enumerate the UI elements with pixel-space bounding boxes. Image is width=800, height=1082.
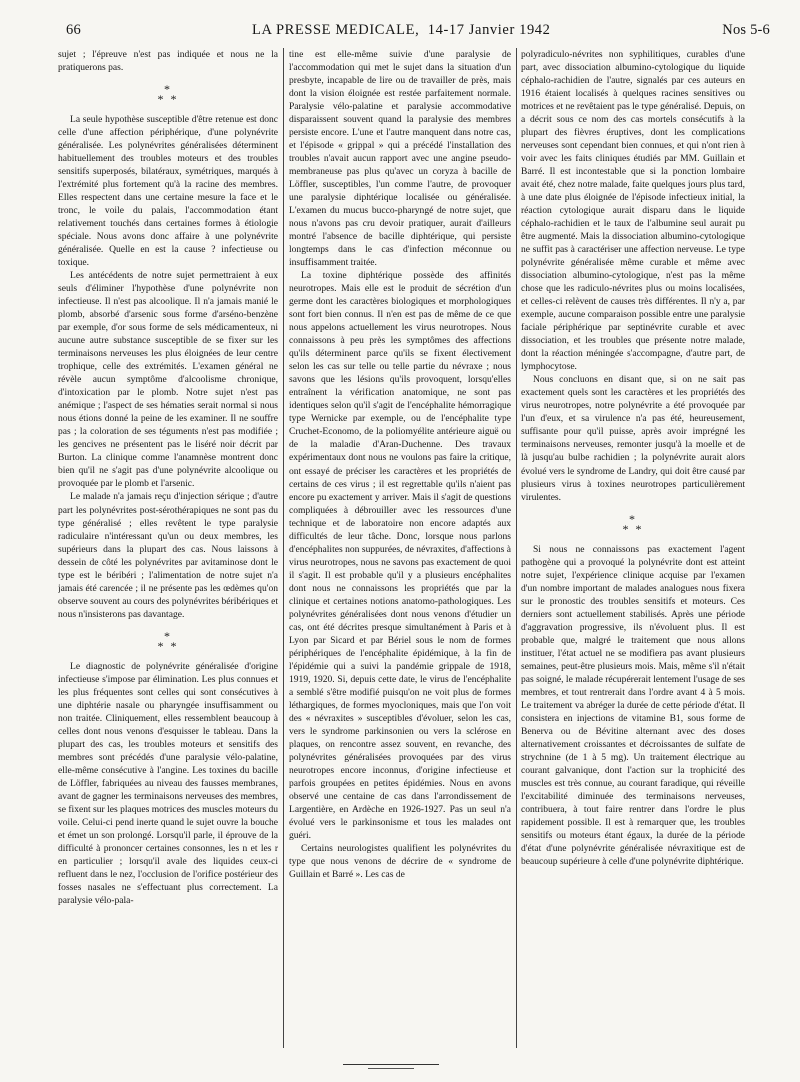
column-divider (283, 48, 284, 1048)
page-header (58, 22, 770, 44)
paragraph: Certains neurologistes qualifient les polynévrites du type que nous venons de décrire de « syndrome de Guillain et Barré ». Les cas de (289, 842, 511, 880)
column-2 (289, 48, 511, 1058)
paragraph: La seule hypothèse susceptible d'être retenue est donc celle d'une affection périphérique, d'une polynévrite généralisée. Les polynévrites généralisées déterminent habituellement des troubles moteurs et des troubles sensitifs superposés, bilatéraux, symétriques, marqués à l'extrémité plus fortement qu'à la racine des membres. Elles respectent dans une certaine mesure la face et le tronc, le voile du palais, l'accommodation étant relativement touchés dans certaines formes à étiologie spéciale. Nous avons donc affaire à une polynévrite généralisée. Quelle en est la cause ? infectieuse ou toxique. (58, 114, 278, 269)
section-separator: * * * (157, 628, 179, 653)
paragraph: Les antécédents de notre sujet permettraient à eux seuls d'éliminer l'hypothèse d'une polynévrite non infectieuse. Il n'est pas alcoolique. Il n'a jamais manié le plomb, absorbé d'arsenic sous forme d'arséno-benzène par exemple, d'or sous forme de sels médicamenteux, ni aucune autre substance susceptible de se fixer sur les terminaisons nerveuses les plus éloignées de leur centre trophique, celle des extrémités. L'examen général ne révèle aucun symptôme d'alcoolisme chronique, d'intoxication par le plomb. Notre sujet n'est pas anémique ; l'aspect de ses hématies serait normal si nous nous étions donné la peine de les examiner. Il ne souffre pas ; la coloration de ses téguments n'est pas modifiée ; les gencives ne présentent pas le liséré noir décrit par Burton. La clinique comme l'anamnèse montrent donc bien qu'il ne s'agit pas d'une polynévrite alcoolique ou provoquée par le plomb et l'arsenic. (58, 270, 278, 490)
column-divider (516, 48, 517, 1048)
page-number: 66 (66, 22, 81, 38)
paragraph: tine est elle-même suivie d'une paralysie de l'accommodation qui met le sujet dans la situation d'un presbyte, incapable de lire ou de travailler de près, mais dont la vision éloignée est restée parfaitement normale. Paralysie vélo-palatine et paralysie accommodative disparaissent souvent quand la paralysie des membres persiste encore. L'une et l'autre manquent dans notre cas, et l'épisode « grippal » qui a précédé l'installation des troubles n'avait aucun rapport avec une angine pseudo-membraneuse pas plus qu'avec un coryza à bacille de Löffler, susceptibles, l'un comme l'autre, de provoquer une paralysie diphtérique localisée ou généralisée. L'examen du mucus bucco-pharyngé de notre sujet, que nous n'avons pas cru devoir pratiquer, aurait d'ailleurs montré l'absence de bacille diphtérique, qui persiste longtemps dans le cas d'infection méconnue ou insuffisamment traitée. (289, 49, 511, 269)
column-3 (521, 48, 745, 1058)
column-1 (58, 48, 278, 1058)
section-separator: * * * (157, 82, 179, 107)
paragraph: polyradiculo-névrites non syphilitiques, curables d'une part, avec dissociation albumino-cytologique du liquide céphalo-rachidien de l'autre, signalés par ces auteurs en 1916 étaient localisés à quelques racines sensitives ou motrices et ne revêtaient pas le type généralisé. Depuis, on a décrit sous ce nom des cas mortels consécutifs à la plupart des fièvres éruptives, dont les complications nerveuses sont cependant bien connues, et qui n'ont rien à voir avec les faits cliniques étudiés par MM. Guillain et Barré. Il est incontestable que si la ponction lombaire avait été, chez notre malade, faite quelques jours plus tard, à une date plus éloignée de l'épisode infectieux initial, la réaction cytologique aurait disparu dans le liquide céphalo-rachidien et le taux de l'albumine seul aurait pu être augmenté. Mais la dissociation albumino-cytologique ne suffit pas à caractériser une affection nerveuse. Le type polynévrite généralisée même curable et même avec dissociation albumino-cytologique, n'est pas la même chose que les radiculo-névrites plus ou moins localisées, et celles-ci relèvent de causes très différentes. Il n'y a, par exemple, aucune comparaison possible entre une paralysie faciale périphérique par septinévrite curable et avec dissociation, et les troubles que présente notre malade, dont la réaction méningée s'accompagne, d'autre part, de lymphocytose. (521, 49, 745, 373)
journal-name: LA PRESSE MEDICALE, (252, 22, 420, 38)
issue-number: Nos 5-6 (722, 22, 770, 38)
section-separator: * * * (622, 511, 644, 536)
paragraph: Nous concluons en disant que, si on ne sait pas exactement quels sont les caractères et les propriétés des virus neurotropes, notre polynévrite a été provoquée par l'un d'eux, et sa virulence n'a pas été, heureusement, suffisante pour qu'il puisse, après avoir imprégné les terminaisons nerveuses, remonter jusqu'à la moelle et de là jusqu'au bulbe rachidien ; la polynévrite aurait alors évolué vers le syndrome de Landry, qui doit être causé par plusieurs virus à toxines neurotropes particulièrement virulentes. (521, 374, 745, 503)
paragraph: Le diagnostic de polynévrite généralisée d'origine infectieuse s'impose par élimination. Les plus connues et les plus fréquentes sont celles qui sont consécutives à une diphtérie nasale ou pharyngée insuffisamment ou non traitée. Cliniquement, elles ressemblent beaucoup à celles dont nous venons d'esquisser le tableau. Dans la plupart des cas, les troubles moteurs et sensitifs des membres sont précédés d'une paralysie vélo-palatine, elle-même consécutive à l'angine. Les toxines du bacille de Löffler, fabriquées au niveau des fausses membranes, avant de gagner les terminaisons nerveuses des membres, se fixent sur les plaques motrices des muscles moteurs du voile. Celui-ci pend inerte quand le sujet ouvre la bouche et émet un son prolongé. Lorsqu'il parle, il éprouve de la difficulté à prononcer certaines consonnes, les n et les r en particulier ; lorsqu'il avale des liquides ceux-ci refluent dans le nez, l'occlusion de l'orifice postérieur des fosses nasales ne s'effectuant plus correctement. La paralysie vélo-pala- (58, 660, 278, 906)
end-rule-short (368, 1068, 414, 1069)
end-rule (343, 1064, 439, 1065)
paragraph: Le malade n'a jamais reçu d'injection sérique ; d'autre part les polynévrites post-sérothérapiques ne sont pas du type généralisé ; elles revêtent le type paralysie radiculaire n'intéressant qu'un ou deux membres, les supérieurs dans la plupart des cas. Nous laissons à dessein de côté les polynévrites par avitaminose dont le type est le béribéri ; l'alimentation de notre sujet n'a jamais été carencée ; il ne présente pas les œdèmes qu'on observe souvent au cours des polynévrites béribériques et nous n'insisterons pas davantage. (58, 491, 278, 620)
paragraph: sujet ; l'épreuve n'est pas indiquée et nous ne la pratiquerons pas. (58, 49, 278, 74)
journal-title (252, 22, 551, 39)
paragraph: La toxine diphtérique possède des affinités neurotropes. Mais elle est le produit de sécrétion d'un germe dont les caractères biologiques et morphologiques sont fort bien connus. Il n'en est pas de même de ce que nous appelons actuellement les virus neurotropes. Nous connaissons à peu près les symptômes des affections qu'ils déterminent parce qu'ils se fixent électivement selon les cas sur telle ou telle partie du névraxe ; nous savons que les lésions qu'ils provoquent, lorsqu'elles entraînent la vérification anatomique, ne sont pas identiques selon qu'il s'agit de l'encéphalite hémorragique type Wernicke par exemple, ou de l'encéphalite type Cruchet-Economo, de la poliomyélite antérieure aiguë ou de la maladie d'Aran-Duchenne. Des travaux expérimentaux dont nous ne voulons pas faire la critique, ont essayé de préciser les caractères et les propriétés de certains de ces virus ; il est regrettable qu'ils n'aient pas encore pu exactement y arriver. Mais il s'agit de questions compliquées à débrouiller avec les ressources d'une technique et de laboratoire non encore adaptés aux difficultés de leur tâche. Donc, lorsque nous parlons d'encéphalites non suppurées, de névraxites, d'affections à virus neurotropes, nous ne savons pas exactement de quoi il s'agit. Il est probable qu'il y a plusieurs encéphalites dont nous ne connaissons les propriétés que par la clinique et certaines notions anatomo-pathologiques. Les polynévrites généralisées dont nous venons d'étudier un cas, ont été décrites presque simultanément à Paris et à Lyon par Sicard et par Bériel sous le nom de formes périphériques de l'encéphalite épidémique, à la fin de l'épidémie qui a suivi la pandémie grippale de 1918, 1919, 1920. Si, depuis cette date, le virus de l'encéphalite a semblé s'être modifié puisqu'on ne voit plus de formes léthargiques, de formes myocloniques, mais que l'on voit des « névraxites » susceptibles d'évoluer, selon les cas, vers le syndrome parkinsonien ou vers la sclérose en plaques, on rencontre assez souvent, en revanche, des polynévrites généralisées provoquées par des virus neurotropes encore inconnus, d'origine infectieuse et parfois groupées en petites épidémies. Nous en avons observé une centaine de cas dans l'arrondissement de Largentière, en Ardèche en 1926-1927. Pas un seul n'a évolué vers le parkinsonisme et tous les malades ont guéri. (289, 270, 511, 841)
issue-date: 14-17 Janvier 1942 (427, 22, 551, 38)
paragraph: Si nous ne connaissons pas exactement l'agent pathogène qui a provoqué la polynévrite dont est atteint notre sujet, l'expérience clinique acquise par l'examen d'un nombre important de malades analogues nous fixera sur le pronostic des troubles sensitifs et moteurs. Ces derniers sont actuellement stabilisés. Après une période d'aggravation progressive, ils n'évoluent plus. Il est probable que, malgré le traitement que nous allons instituer, l'état actuel ne se modifiera pas avant plusieurs semaines, peut-être plusieurs mois. Mais, même s'il n'était pas soigné, le malade récupérerait lentement l'usage de ses membres, et tout rentrerait dans l'ordre avant 4 à 5 mois. Le traitement va abréger la durée de cette période d'état. Il consistera en injections de vitamine B1, sous forme de Benerva ou de Bévitine alternant avec des doses alternativement croissantes et décroissantes de sulfate de strychnine (de 1 à 5 mg). Un traitement électrique au courant galvanique, dont l'action sur la trophicité des muscles est très connue, au courant faradique, qui réveille l'excitabilité diminuée des terminaisons nerveuses, contribuera, à tout faire rentrer dans l'ordre le plus rapidement possible. Il est à remarquer que, les troubles sensitifs ou moteurs étant égaux, la durée de la période d'état d'une polynévrite généralisée névraxitique est de beaucoup supérieure à celle d'une polynévrite diphtérique. (521, 543, 745, 867)
